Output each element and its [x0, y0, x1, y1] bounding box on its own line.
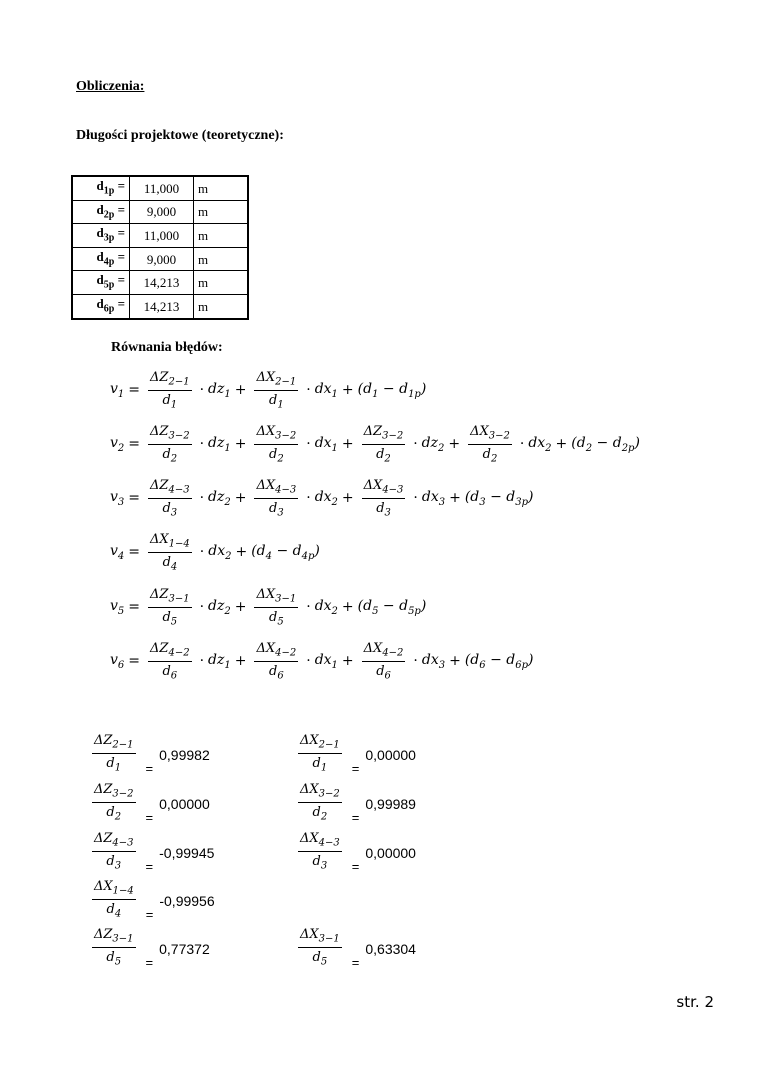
coefficient-number: -0,99956 [159, 893, 215, 909]
equation-lhs: $v_2$ [110, 434, 125, 454]
coefficient-fraction: $\frac{\Delta Z_{3-2}}{d_2}$ [94, 782, 134, 823]
coefficient-fraction: $\frac{\Delta X_{1-4}}{d_4}$ [150, 532, 190, 573]
length-symbol: $d_{1p}$ = [72, 176, 130, 200]
dot-operator: · [306, 653, 311, 670]
length-unit: m [194, 294, 249, 318]
equation-tail: $(d_6 - d_{6p})$ [464, 651, 534, 671]
coefficient-fraction: $\frac{\Delta Z_{4-2}}{d_6}$ [150, 641, 190, 682]
coefficient-fraction: $\frac{\Delta Z_{4-3}}{d_3}$ [94, 831, 134, 872]
plus-operator: + [449, 490, 461, 507]
coefficient-fraction: $\frac{\Delta X_{3-2}}{d_2}$ [300, 782, 340, 823]
section-heading: Obliczenia: [76, 79, 145, 94]
length-symbol: $d_{4p}$ = [72, 247, 130, 271]
coefficient-fraction: $\frac{\Delta Z_{3-1}}{d_5}$ [150, 587, 190, 628]
plus-operator: + [555, 436, 568, 453]
equation-lhs: $v_1$ [110, 380, 125, 400]
variable: $dx_1$ [314, 380, 338, 400]
equals-sign: = [128, 436, 141, 453]
coefficient-fraction: $\frac{\Delta X_{4-2}}{d_6}$ [363, 641, 404, 682]
plus-operator: + [341, 382, 354, 399]
coefficient-fraction: $\frac{\Delta Z_{3-1}}{d_5}$ [94, 927, 134, 968]
length-value: 9,000 [130, 200, 194, 224]
length-unit: m [194, 200, 249, 224]
equation-tail: $(d_1 - d_{1p})$ [357, 380, 427, 400]
plus-operator: + [234, 382, 247, 399]
variable: $dx_2$ [528, 434, 552, 454]
coefficient-fraction: $\frac{\Delta Z_{2-1}}{d_1}$ [150, 370, 190, 411]
variable: $dx_2$ [314, 488, 338, 508]
coefficient-value-dz32 [92, 782, 210, 825]
equals-sign: = [128, 544, 141, 561]
equation-lhs: $v_5$ [110, 597, 125, 617]
equals-sign: = [145, 955, 154, 970]
equation-tail: $(d_3 - d_{3p})$ [464, 488, 534, 508]
length-symbol: $d_{6p}$ = [72, 294, 130, 318]
error-equation-v4 [110, 532, 320, 572]
table-row [72, 294, 248, 318]
table-row [72, 271, 248, 295]
coefficient-number: 0,00000 [159, 796, 210, 812]
variable: $dz_1$ [208, 651, 231, 671]
length-unit: m [194, 271, 249, 295]
error-equation-v5 [110, 587, 426, 627]
plus-operator: + [448, 436, 461, 453]
plus-operator: + [341, 653, 354, 670]
coefficient-number: -0,99945 [159, 845, 215, 861]
dot-operator: · [413, 436, 418, 453]
plus-operator: + [234, 599, 247, 616]
error-equation-v6 [110, 641, 533, 681]
length-symbol: $d_{5p}$ = [72, 271, 130, 295]
equation-tail: $(d_4 - d_{4p})$ [251, 542, 320, 562]
length-symbol: $d_{3p}$ = [72, 224, 130, 248]
plus-operator: + [235, 544, 248, 561]
coefficient-number: 0,99989 [365, 796, 416, 812]
coefficient-value-dx21 [298, 733, 416, 776]
coefficient-fraction: $\frac{\Delta Z_{2-1}}{d_1}$ [94, 733, 134, 774]
dot-operator: · [519, 436, 525, 453]
dot-operator: · [199, 544, 205, 561]
dot-operator: · [306, 490, 311, 507]
equals-sign: = [351, 810, 360, 825]
equals-sign: = [128, 490, 141, 507]
coefficient-fraction: $\frac{\Delta X_{3-2}}{d_2}$ [256, 424, 297, 465]
dot-operator: · [199, 599, 205, 616]
variable: $dz_2$ [208, 488, 231, 508]
equals-sign: = [145, 810, 154, 825]
coefficient-fraction: $\frac{\Delta Z_{3-2}}{d_2}$ [363, 424, 404, 465]
coefficient-fraction: $\frac{\Delta Z_{3-2}}{d_2}$ [150, 424, 190, 465]
length-symbol: $d_{2p}$ = [72, 200, 130, 224]
coefficient-value-dz43 [92, 831, 214, 874]
table-row [72, 176, 248, 200]
length-value: 11,000 [130, 224, 194, 248]
plus-operator: + [234, 653, 247, 670]
dot-operator: · [199, 653, 205, 670]
coefficient-fraction: $\frac{\Delta X_{3-1}}{d_5}$ [300, 927, 340, 968]
variable: $dz_1$ [208, 380, 231, 400]
length-unit: m [194, 247, 249, 271]
variable: $dx_2$ [208, 542, 232, 562]
table-row [72, 224, 248, 248]
coefficient-value-dx14 [92, 879, 215, 922]
equations-title: Równania błędów: [111, 340, 223, 355]
length-value: 14,213 [130, 294, 194, 318]
plus-operator: + [449, 653, 461, 670]
equation-lhs: $v_6$ [110, 651, 125, 671]
equation-lhs: $v_4$ [110, 542, 125, 562]
variable: $dx_2$ [314, 597, 338, 617]
coefficient-number: 0,63304 [365, 941, 416, 957]
design-lengths-table [71, 175, 249, 320]
plus-operator: + [234, 490, 247, 507]
coefficient-value-dx31 [298, 927, 416, 970]
coefficient-fraction: $\frac{\Delta X_{4-3}}{d_3}$ [363, 478, 404, 519]
coefficient-fraction: $\frac{\Delta X_{3-1}}{d_5}$ [256, 587, 297, 628]
dot-operator: · [306, 436, 311, 453]
coefficient-fraction: $\frac{\Delta X_{4-3}}{d_3}$ [300, 831, 340, 872]
dot-operator: · [199, 382, 205, 399]
coefficient-fraction: $\frac{\Delta Z_{4-3}}{d_3}$ [150, 478, 190, 519]
dot-operator: · [306, 382, 311, 399]
coefficient-value-dx32 [298, 782, 416, 825]
equals-sign: = [128, 653, 141, 670]
variable: $dx_3$ [421, 488, 446, 508]
equation-lhs: $v_3$ [110, 488, 125, 508]
error-equation-v3 [110, 478, 533, 518]
coefficient-fraction: $\frac{\Delta X_{1-4}}{d_4}$ [94, 879, 134, 920]
equation-tail: $(d_5 - d_{5p})$ [357, 597, 427, 617]
table-row [72, 247, 248, 271]
equals-sign: = [128, 382, 141, 399]
coefficient-fraction: $\frac{\Delta X_{2-1}}{d_1}$ [256, 370, 297, 411]
error-equation-v2 [110, 424, 640, 464]
variable: $dz_2$ [208, 597, 231, 617]
plus-operator: + [341, 436, 354, 453]
equals-sign: = [351, 955, 360, 970]
coefficient-value-dx43 [298, 831, 416, 874]
length-value: 11,000 [130, 176, 194, 200]
length-value: 9,000 [130, 247, 194, 271]
variable: $dx_3$ [421, 651, 446, 671]
plus-operator: + [234, 436, 247, 453]
variable: $dx_1$ [314, 651, 338, 671]
dot-operator: · [199, 436, 205, 453]
equation-tail: $(d_2 - d_{2p})$ [571, 434, 640, 454]
dot-operator: · [306, 599, 311, 616]
length-value: 14,213 [130, 271, 194, 295]
coefficient-number: 0,00000 [365, 845, 416, 861]
coefficient-fraction: $\frac{\Delta X_{3-2}}{d_2}$ [470, 424, 510, 465]
equals-sign: = [145, 907, 154, 922]
coefficient-fraction: $\frac{\Delta X_{2-1}}{d_1}$ [300, 733, 340, 774]
variable: $dx_1$ [314, 434, 338, 454]
variable: $dz_2$ [421, 434, 445, 454]
dot-operator: · [413, 490, 418, 507]
table-row [72, 200, 248, 224]
length-unit: m [194, 224, 249, 248]
coefficient-fraction: $\frac{\Delta X_{4-2}}{d_6}$ [256, 641, 297, 682]
plus-operator: + [341, 490, 354, 507]
coefficient-value-dz21 [92, 733, 210, 776]
coefficient-value-dz31 [92, 927, 210, 970]
equals-sign: = [128, 599, 141, 616]
equals-sign: = [351, 761, 360, 776]
equals-sign: = [145, 761, 154, 776]
length-unit: m [194, 176, 249, 200]
equals-sign: = [351, 859, 360, 874]
plus-operator: + [341, 599, 354, 616]
coefficient-fraction: $\frac{\Delta X_{4-3}}{d_3}$ [256, 478, 297, 519]
page-number: str. 2 [676, 993, 714, 1011]
coefficient-number: 0,77372 [159, 941, 210, 957]
subsection-heading: Długości projektowe (teoretyczne): [76, 128, 284, 143]
dot-operator: · [199, 490, 205, 507]
equals-sign: = [145, 859, 154, 874]
variable: $dz_1$ [208, 434, 231, 454]
coefficient-number: 0,99982 [159, 747, 210, 763]
error-equation-v1 [110, 370, 426, 410]
coefficient-number: 0,00000 [365, 747, 416, 763]
dot-operator: · [413, 653, 418, 670]
